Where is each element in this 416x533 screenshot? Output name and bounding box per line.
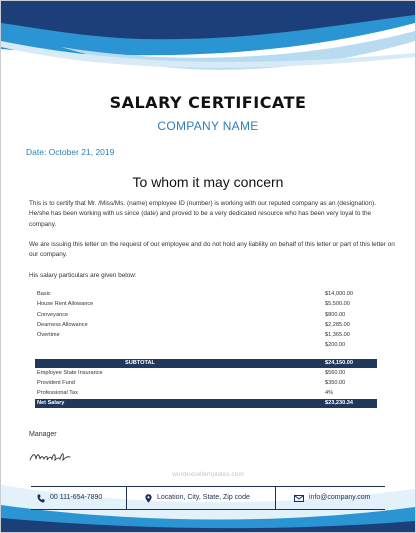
salary-table [35,289,377,408]
footer-divider [275,487,276,509]
earning-row [35,340,377,350]
deduction-row [35,368,377,378]
earning-label: House Rent Allowance [37,301,94,308]
earning-row [35,320,377,330]
deduction-row [35,388,377,398]
earning-row [35,310,377,320]
deduction-value: 4% [325,390,334,397]
footer-phone-text: 00 111-654-7890 [50,494,103,501]
body-paragraph-2: We are issuing this letter on the request of our employee and do not hold any liability on behalf of this letter or part of this letter on our company. [29,241,395,259]
envelope-icon [294,495,304,502]
earning-value: $1,365.00 [325,332,350,339]
earning-label: Dearness Allowance [37,321,88,328]
earning-row [35,299,377,309]
subtotal-label: SUBTOTAL [125,359,155,366]
earning-value: $200.00 [325,342,346,349]
company-name: COMPANY NAME [157,119,259,133]
phone-icon [37,494,45,503]
certificate-title: SALARY CERTIFICATE [109,93,307,112]
earning-label: Overtime [37,332,60,339]
earning-value: $5,500.00 [325,301,350,308]
subtotal-value: $24,150.00 [325,359,353,366]
subtotal-row [35,359,377,368]
deduction-label: Professional Tax [37,390,78,397]
footer-email [294,487,370,509]
earning-row [35,289,377,299]
earning-row [35,330,377,340]
earning-label: Basic [37,291,51,297]
footer-email-text[interactable]: info@company.com [309,494,371,501]
net-salary-row [35,399,377,408]
earning-label: Conveyance [37,311,69,318]
certificate-date: Date: October 21, 2019 [26,147,115,157]
deduction-value: $350.00 [325,380,346,387]
earning-value: $800.00 [325,311,346,318]
footer-divider [126,487,127,509]
salutation-heading: To whom it may concern [132,174,284,190]
top-wave-decoration [1,1,415,91]
deduction-row [35,378,377,388]
location-pin-icon [145,494,152,503]
body-paragraph-3: His salary particulars are given below: [29,272,137,279]
contact-footer [31,486,385,510]
footer-phone [37,487,102,509]
manager-label: Manager [29,431,57,438]
deduction-value: $560.00 [325,369,346,376]
body-paragraph-1: This is to certify that Mr. /Miss/Ms. (name) employee ID (number) is working with our reputed company as an (designation). He/she has been working with us since (date) and proved to be a very dedicated resource who has been very loyal to the company. [29,200,376,228]
deduction-label: Employee State Insurance [37,369,103,376]
earning-value: $2,285.00 [325,321,350,328]
net-salary-value: $23,230.34 [325,399,353,406]
deduction-label: Provident Fund [37,380,75,387]
watermark-text: wordexceltemplates.com [172,471,244,478]
footer-location [145,487,250,509]
footer-location-text: Location, City, State, Zip code [157,494,250,501]
net-salary-label: Net Salary [37,399,65,406]
earning-value: $14,000.00 [325,291,353,297]
manager-signature [29,447,73,465]
table-spacer [35,351,377,359]
